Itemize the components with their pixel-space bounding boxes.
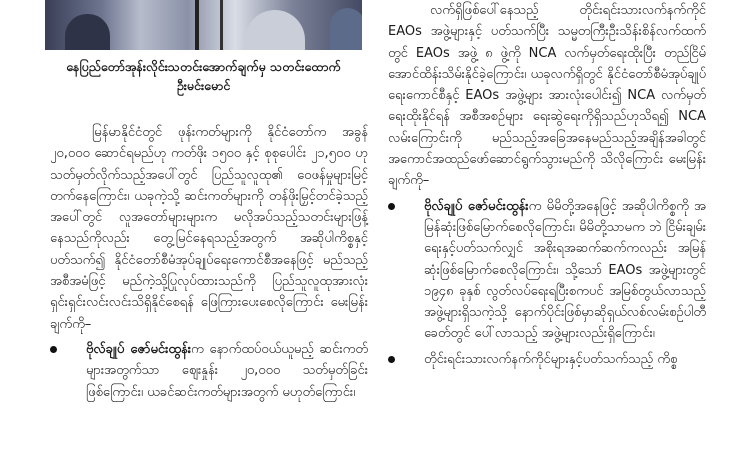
bullet-item bbox=[388, 196, 706, 345]
left-paragraph: မြန်မာနိုင်ငံတွင် ဖုန်းကတ်များကို နိုင်ငံတော်က အခွန် ၂၀,၀၀၀ ဆောင်ရမည်ဟု ကတ်ဖိုး ၁၅၀၀ နှင့် စုစုပေါင်း ၂၁,၅၀၀ ဟု သတ်မှတ်လိုက်သည့်အပေါ်တွင် ပြည်သူလူထု၏ ဝေဖန်မှုများမြင့်တက်နေကြောင်း၊ ယခုကဲ့သို့ ဆင်းကတ်များကို တန်ဖိုးမြှင့်တင်ခဲ့သည့်အပေါ်တွင် လူအတော်များများက မလိုအပ်သည့်သတင်းများဖြန့်နေသည်ကိုလည်း တွေ့မြင်နေရသည့်အတွက် အဆိုပါကိစ္စနှင့်ပတ်သက်၍ နိုင်ငံတော်စီမံအုပ်ချုပ်ရေးကောင်စီအနေဖြင့် မည်သည့်အစီအမံဖြင့် မည်ကဲ့သို့ပြုလုပ်ထားသည်ကို ပြည်သူလူထုအားလုံး ရှင်းရှင်းလင်းလင်းသိရှိနိုင်စေရန် ဖြေကြားပေးစေလိုကြောင်း မေးမြန်းချက်ကို– bbox=[50, 125, 368, 332]
speaker-name: ဗိုလ်ချုပ် ဇော်မင်းထွန်း bbox=[424, 198, 529, 214]
news-photo bbox=[45, 0, 362, 50]
bullet-item bbox=[388, 349, 706, 370]
photo-figure bbox=[245, 10, 305, 50]
speaker-name: ဗိုလ်ချုပ် ဇော်မင်းထွန်း bbox=[86, 341, 192, 357]
microphone-stand bbox=[220, 0, 223, 50]
right-paragraph: လက်ရှိဖြစ်ပေါ်နေသည့် တိုင်းရင်းသားလက်နက်ကိုင် EAOs အဖွဲ့များနှင့် ပတ်သက်ပြီး သမ္မတကြီးဦးသိန်းစိန်လက်ထက်တွင် EAOs အဖွဲ့ ၈ ဖွဲ့ကို NCA လက်မှတ်ရေးထိုးပြီး တည်ငြိမ်အောင်ထိန်းသိမ်းနိုင်ခဲ့ကြောင်း၊ ယခုလက်ရှိတွင် နိုင်ငံတော်စီမံအုပ်ချုပ်ရေးကောင်စီနှင့် EAOs အဖွဲ့များ အားလုံးပေါင်း၍ NCA လက်မှတ်ရေးထိုးနိုင်ရန် အစီအစဉ်များ ရေးဆွဲရေးကိုရှိသည်ဟုသိရ၍ NCA လမ်းကြောင်းကို မည်သည့်အခြေအနေမည်သည့်အချိန်အခါတွင် အကောင်အထည်ဖော်ဆောင်ရွက်သွားမည်ကို သိလိုကြောင်း မေးမြန်းချက်ကို– bbox=[388, 3, 706, 189]
photo-figure bbox=[65, 14, 110, 50]
caption-line: ဦးမင်းမောင် bbox=[176, 78, 231, 93]
bullet-text: တိုင်းရင်းသားလက်နက်ကိုင်များနှင့်ပတ်သက်သည့် ကိစ္စ bbox=[424, 351, 678, 367]
bullet-text: က နောက်ထပ်ဝယ်ယူမည့် ဆင်းကတ်များအတွက်သာ ဈေးနှုန်း ၂၀,၀၀၀ သတ်မှတ်ခြင်းဖြစ်ကြောင်း၊ ယခင်ဆင်းကတ်များအတွက် မဟုတ်ကြောင်း၊ bbox=[86, 341, 369, 400]
right-column bbox=[388, 0, 706, 370]
caption-line: နေပြည်တော်အုန်းလိုင်းသတင်းအောက်ချက်မှ သတင်းထောက် bbox=[66, 59, 341, 74]
photo-caption bbox=[45, 57, 362, 95]
bullet-icon bbox=[388, 203, 395, 210]
left-column bbox=[50, 122, 368, 403]
bullet-icon bbox=[388, 356, 395, 363]
photo-figure bbox=[330, 8, 362, 50]
bullet-item bbox=[50, 339, 368, 403]
bullet-text: က မိမိတို့အနေဖြင့် အဆိုပါကိစ္စကို အမြန်ဆုံးဖြစ်မြောက်စေလိုကြောင်း၊ မိမိတို့သာမက ဘဲ ငြိမ်းချမ်းရေးနှင့်ပတ်သက်လျှင် အစိုးရအဆက်ဆက်ကလည်း အမြန်ဆုံးဖြစ်မြောက်စေလိုကြောင်း၊ သို့သော် EAOs အဖွဲ့များတွင် ၁၉၄၈ ခုနှစ် လွတ်လပ်ရေးရပြီးစကပင် အမြစ်တွယ်လာသည့် အဖွဲ့များရှိသကဲ့သို့ နောက်ပိုင်းဖြစ်မှာဆိုရှယ်လစ်လမ်းစဉ်ပါတီခေတ်တွင် ပေါ်လာသည့် အဖွဲ့များလည်းရှိကြောင်း၊ bbox=[424, 198, 706, 342]
microphone-stand bbox=[195, 0, 199, 50]
bullet-icon bbox=[50, 346, 57, 353]
